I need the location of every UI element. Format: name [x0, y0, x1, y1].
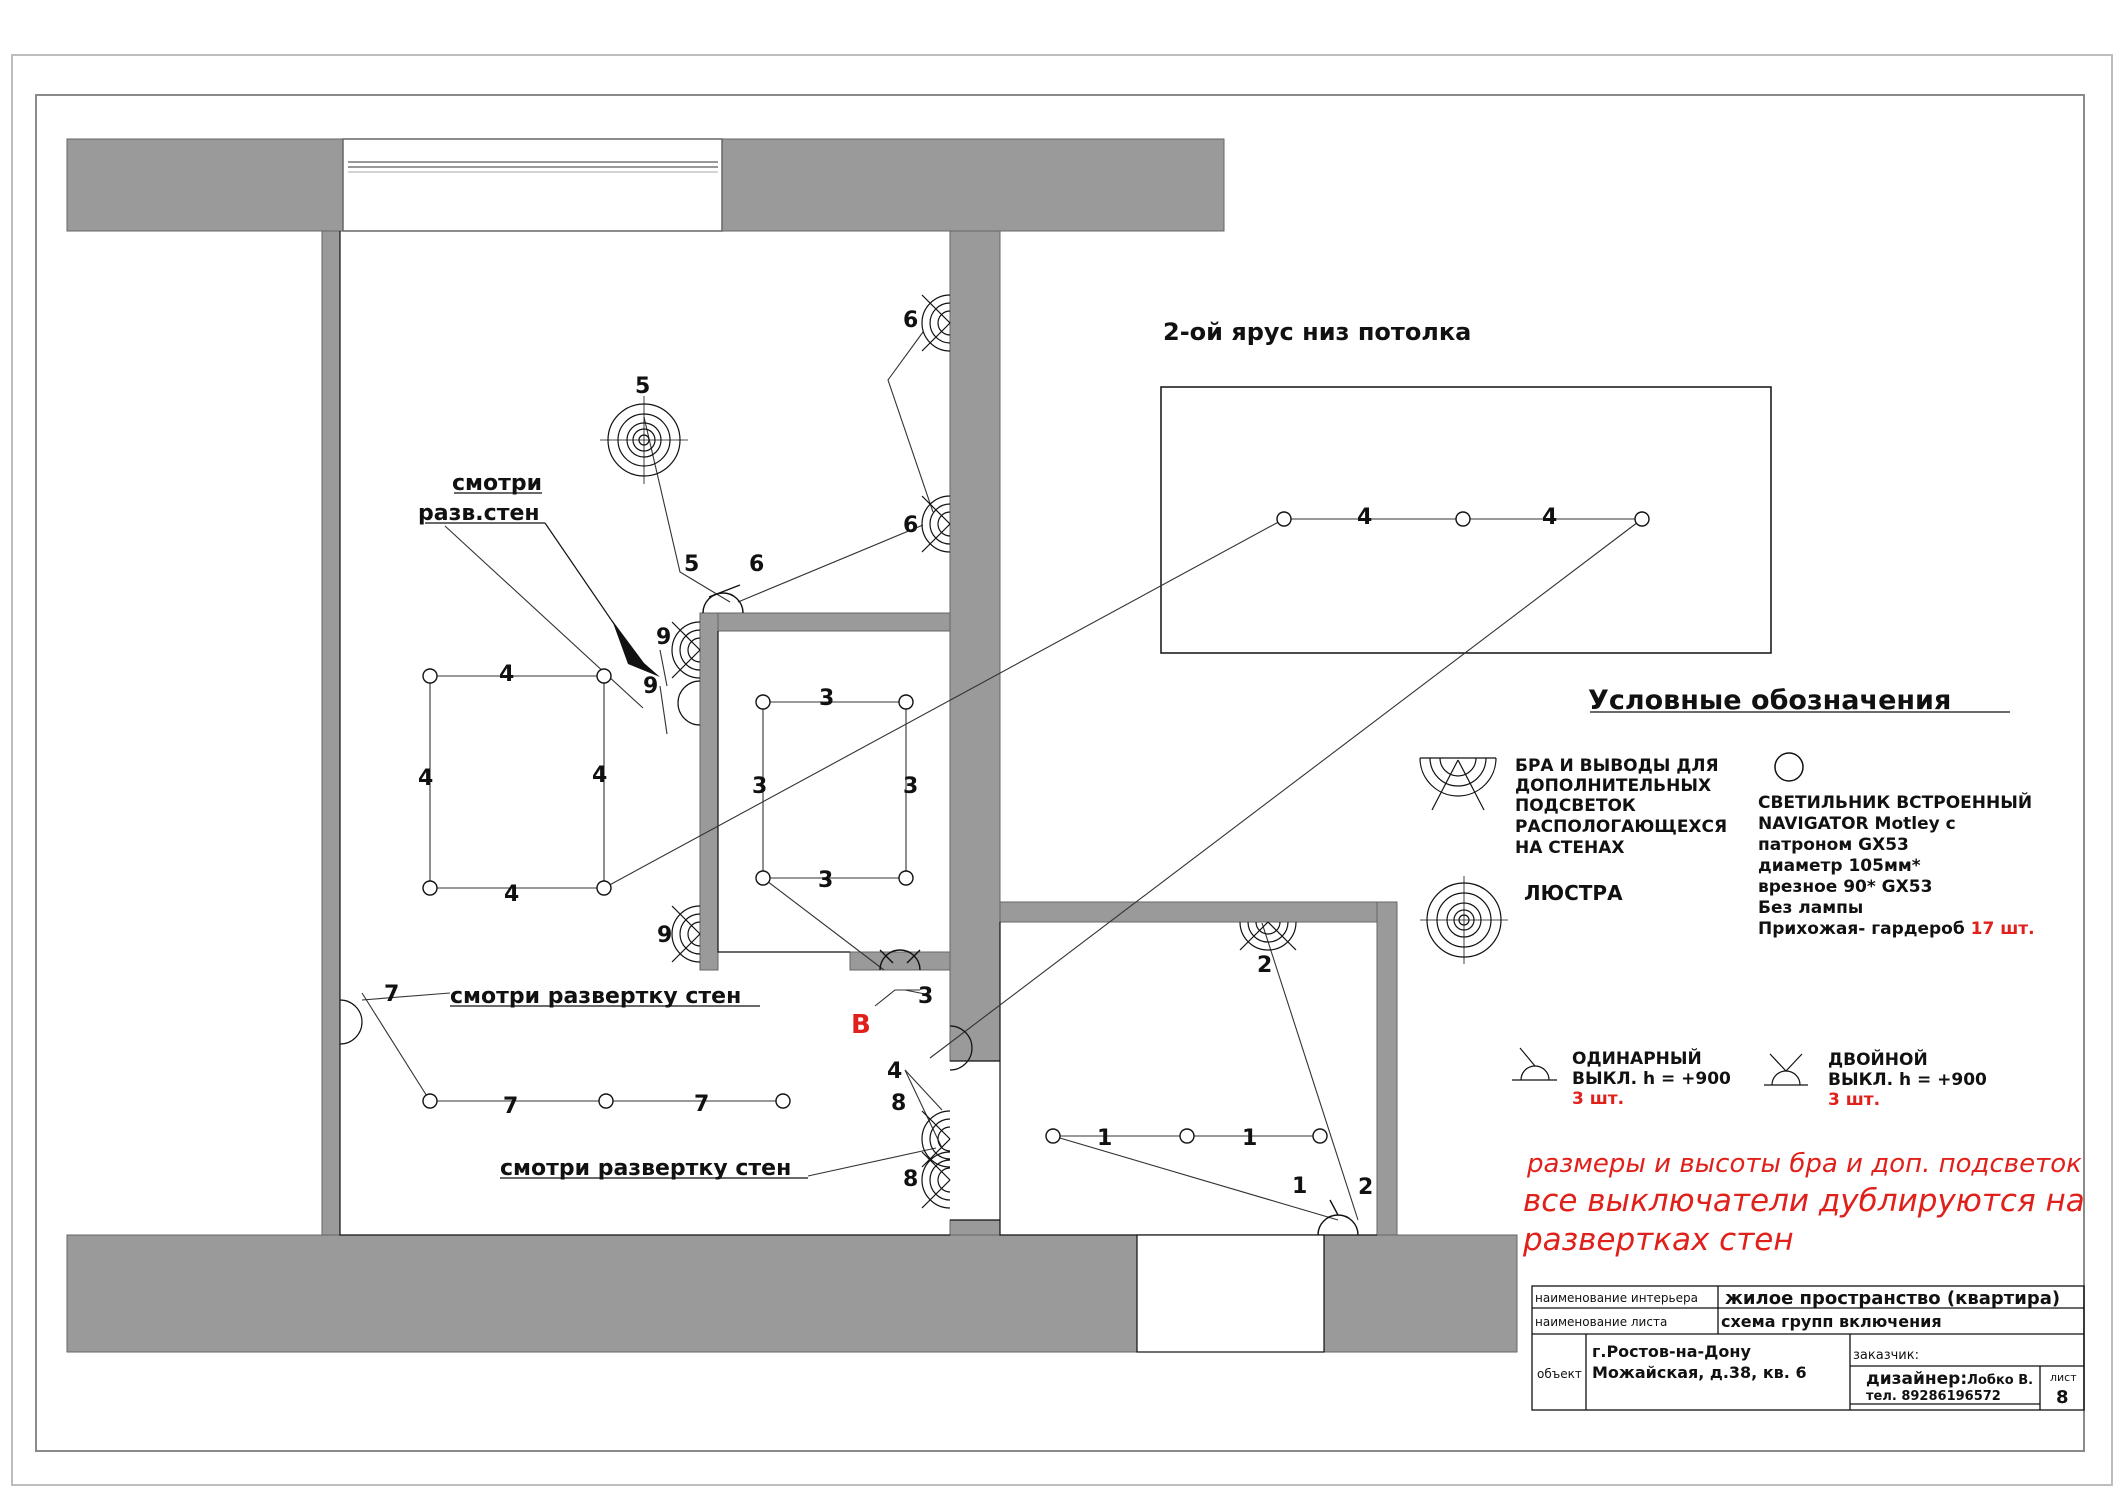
wall-bottom-right — [1324, 1235, 1517, 1352]
legend-sconce-text: НА СТЕНАХ — [1515, 838, 1625, 858]
legend-single-switch-icon — [1512, 1048, 1557, 1080]
group-number: 3 — [903, 774, 919, 799]
legend-sconce-text: РАСПОЛОГАЮЩЕХСЯ — [1515, 817, 1728, 837]
tb-designer: дизайнер:Лобко В. — [1866, 1369, 2034, 1389]
marker-b: B — [851, 1010, 871, 1040]
group-number: 6 — [903, 513, 919, 538]
group-number: 9 — [656, 625, 672, 650]
chandelier-icon — [600, 396, 688, 484]
legend-chandelier-icon — [1420, 876, 1508, 964]
group-number: 1 — [1242, 1126, 1258, 1151]
group-number: 3 — [819, 686, 835, 711]
legend-single-count: 3 шт. — [1572, 1089, 1625, 1109]
sconces — [340, 295, 1296, 1208]
sconce-icon — [672, 622, 700, 678]
tb-phone: тел. 89286196572 — [1866, 1389, 2001, 1404]
sconce-icon — [922, 496, 950, 552]
tb-client-label: заказчик: — [1853, 1348, 1919, 1363]
group-number: 6 — [903, 308, 919, 333]
legend-spot-text: диаметр 105мм* — [1758, 856, 1921, 876]
wall-center — [950, 231, 1000, 1061]
group-number: 3 — [918, 984, 934, 1009]
tb-interior-label: наименование интерьера — [1535, 1291, 1698, 1305]
view-arrow — [612, 620, 660, 677]
legend-single-text: ОДИНАРНЫЙ — [1572, 1049, 1702, 1069]
view-note: смотри — [452, 471, 543, 496]
spotlight — [1046, 1129, 1060, 1143]
wall-stub — [950, 1220, 1000, 1235]
wall-top-left — [67, 139, 343, 231]
legend-spot-text: NAVIGATOR Motley с — [1758, 814, 1956, 834]
legend-spot-text: Без лампы — [1758, 898, 1864, 918]
window — [343, 139, 722, 231]
tb-address: г.Ростов-на-Дону — [1592, 1342, 1751, 1361]
tb-sheet-label: наименование листа — [1535, 1315, 1668, 1329]
spotlight — [423, 1094, 437, 1108]
red-notes — [1522, 1149, 2085, 1258]
tb-address: Можайская, д.38, кв. 6 — [1592, 1363, 1807, 1382]
legend-double-text: ВЫКЛ. h = +900 — [1828, 1070, 1987, 1090]
legend-spot-text: врезное 90* GX53 — [1758, 877, 1933, 897]
group-number: 4 — [887, 1059, 903, 1084]
group-number: 4 — [418, 766, 434, 791]
group-number: 5 — [635, 374, 651, 399]
title-block — [1532, 1286, 2084, 1410]
spotlight — [899, 871, 913, 885]
switch-icon — [1318, 1200, 1358, 1235]
spotlight — [1456, 512, 1470, 526]
wall-bottom-left — [67, 1235, 1137, 1352]
view-note: смотри развертку стен — [500, 1156, 792, 1181]
wall-bath-right — [1377, 902, 1397, 1235]
legend-sconce-text: ПОДСВЕТОК — [1515, 796, 1636, 816]
group-number: 4 — [1542, 505, 1558, 530]
legend-sconce-text: БРА И ВЫВОДЫ ДЛЯ — [1515, 756, 1719, 776]
spotlight — [756, 695, 770, 709]
group-number: 8 — [903, 1167, 919, 1192]
spotlight — [423, 669, 437, 683]
spotlight — [423, 881, 437, 895]
outlet-icon — [340, 1000, 362, 1044]
legend-spot-text: Прихожая- гардероб 17 шт. — [1758, 919, 2035, 939]
wall-closet-top — [700, 613, 950, 631]
wall-bath-top — [1000, 902, 1397, 922]
sconce-icon — [672, 906, 700, 962]
spotlight — [597, 881, 611, 895]
tier-title: 2-ой ярус низ потолка — [1163, 318, 1472, 346]
legend-double-text: ДВОЙНОЙ — [1828, 1050, 1928, 1070]
legend-texts — [1515, 756, 2035, 1110]
tb-page-label: лист — [2050, 1371, 2077, 1384]
note-line: размеры и высоты бра и доп. подсветок — [1527, 1149, 2082, 1179]
tb-page-number: 8 — [2056, 1387, 2069, 1408]
group-number: 7 — [503, 1094, 519, 1119]
group-number: 4 — [499, 662, 515, 687]
spotlight — [776, 1094, 790, 1108]
group-number: 7 — [384, 982, 400, 1007]
legend-spotlight-icon — [1775, 753, 1803, 781]
spotlight — [756, 871, 770, 885]
group-number: 8 — [891, 1091, 907, 1116]
legend-double-switch-icon — [1764, 1054, 1808, 1085]
tb-sheet-value: схема групп включения — [1721, 1312, 1942, 1331]
legend-title: Условные обозначения — [1588, 685, 1952, 716]
legend-spot-text: СВЕТИЛЬНИК ВСТРОЕННЫЙ — [1758, 793, 2033, 813]
spotlight — [1277, 512, 1291, 526]
spotlight — [899, 695, 913, 709]
group-number: 2 — [1358, 1175, 1374, 1200]
sconce-icon — [922, 295, 950, 351]
spotlights — [423, 512, 1649, 1143]
group-number: 1 — [1292, 1174, 1308, 1199]
legend-spot-text: патроном GX53 — [1758, 835, 1909, 855]
legend-chandelier-text: ЛЮСТРА — [1524, 881, 1623, 905]
legend-sconce-text: ДОПОЛНИТЕЛЬНЫХ — [1515, 776, 1712, 796]
view-notes — [418, 471, 791, 1181]
spotlight — [599, 1094, 613, 1108]
tb-object-label: объект — [1537, 1367, 1582, 1381]
spotlight — [1635, 512, 1649, 526]
group-number: 4 — [504, 882, 520, 907]
spotlight — [1180, 1129, 1194, 1143]
group-number: 4 — [1357, 505, 1373, 530]
view-note: разв.стен — [418, 501, 540, 526]
sconce-icon — [922, 1152, 950, 1208]
wall-left — [322, 231, 340, 1235]
group-number: 3 — [818, 868, 834, 893]
legend-single-text: ВЫКЛ. h = +900 — [1572, 1069, 1731, 1089]
tb-interior-value: жилое пространство (квартира) — [1725, 1288, 2061, 1309]
group-number: 9 — [657, 923, 673, 948]
spotlight — [1313, 1129, 1327, 1143]
legend-sconce-icon — [1420, 758, 1496, 810]
note-line: все выключатели дублируются на — [1523, 1183, 2085, 1219]
group-number: 4 — [592, 763, 608, 788]
group-number: 5 — [684, 552, 700, 577]
wall-closet-bottom — [850, 952, 950, 970]
view-note: смотри развертку стен — [450, 984, 742, 1009]
group-number: 3 — [752, 774, 768, 799]
wall-closet-left — [700, 613, 718, 970]
legend-double-count: 3 шт. — [1828, 1090, 1881, 1110]
group-number: 6 — [749, 552, 765, 577]
outlet-icon — [678, 681, 700, 725]
wall-top-right — [722, 139, 1224, 231]
note-line: развертках стен — [1523, 1222, 1794, 1258]
group-number: 1 — [1097, 1126, 1113, 1151]
group-number: 7 — [694, 1092, 710, 1117]
spotlight — [597, 669, 611, 683]
room-outlines — [340, 231, 1377, 1352]
group-number: 9 — [643, 674, 659, 699]
sconce-icon — [1240, 922, 1296, 950]
sconce-icon — [922, 1111, 950, 1167]
group-number: 2 — [1257, 953, 1273, 978]
